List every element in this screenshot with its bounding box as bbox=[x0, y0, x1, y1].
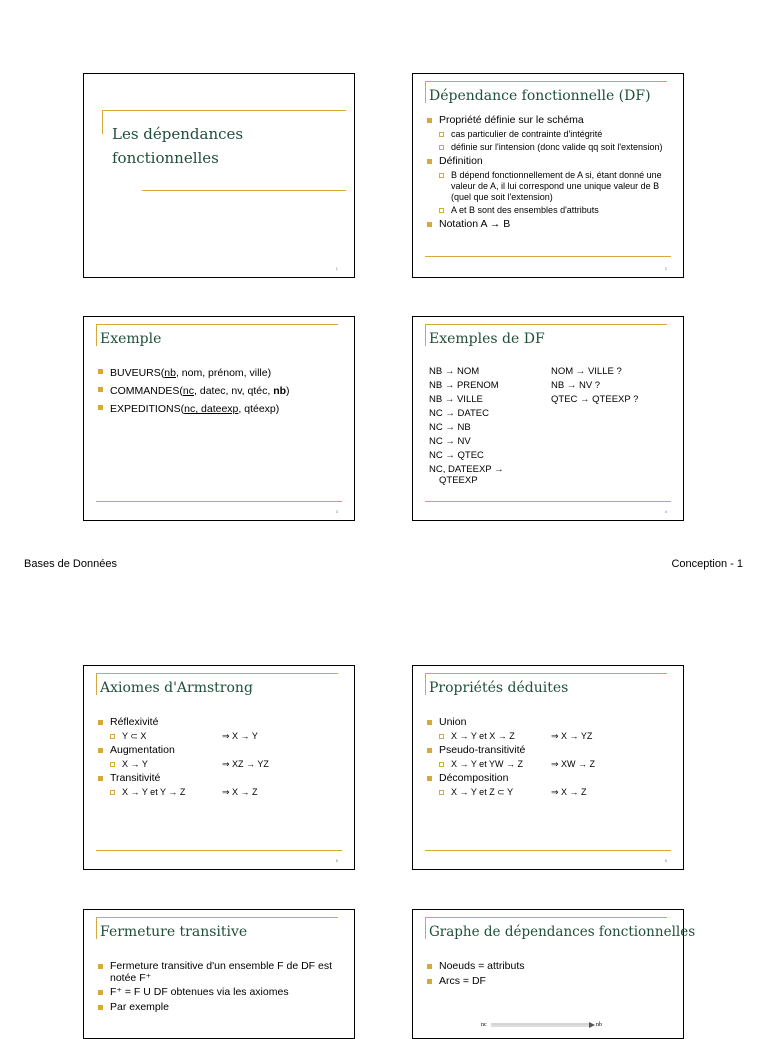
graph-node-nb: nb bbox=[596, 1022, 602, 1028]
slide-number: 6 bbox=[664, 858, 667, 863]
slide-7-title: Fermeture transitive bbox=[100, 924, 248, 940]
table-expeditions: EXPEDITIONS(nc, dateexp, qtéexp) bbox=[98, 401, 344, 417]
slide-4 bbox=[412, 316, 684, 521]
slide-2-title: Dépendance fonctionnelle (DF) bbox=[429, 88, 651, 104]
slide-6: Propriétés déduites Union X → Y et X → Z ⇒ X → YZ Pseudo-transitivité X → Y et YW → Z ⇒ XW → Z Décomposition X → Y et Z ⊂ Y ⇒ X → Z 6 bbox=[412, 665, 684, 870]
slide-6-title: Propriétés déduites bbox=[429, 680, 569, 696]
slide-number: 1 bbox=[335, 266, 338, 271]
slide-1 bbox=[83, 73, 355, 278]
df-graph bbox=[413, 1014, 685, 1034]
table-buveurs: BUVEURS(nb, nom, prénom, ville) bbox=[98, 365, 344, 381]
slide-number: 4 bbox=[664, 509, 667, 514]
slide-number: 3 bbox=[335, 509, 338, 514]
arrow-head-icon bbox=[589, 1022, 595, 1028]
slide-5: Axiomes d'Armstrong Réflexivité Y ⊂ X ⇒ X → Y Augmentation X → Y ⇒ XZ → YZ Transitivité X → Y et Y → Z ⇒ X → Z 5 bbox=[83, 665, 355, 870]
slide-5-title: Axiomes d'Armstrong bbox=[100, 680, 253, 696]
slide-8: Graphe de dépendances fonctionnelles Noeuds = attributs Arcs = DF nc nb bbox=[412, 909, 684, 1039]
footer-right: Conception - 1 bbox=[671, 558, 743, 570]
slide-number: 2 bbox=[664, 266, 667, 271]
slide-3-title: Exemple bbox=[100, 331, 162, 347]
slide-4-title: Exemples de DF bbox=[429, 331, 545, 347]
slide-3 bbox=[83, 316, 355, 521]
slide-7: Fermeture transitive Fermeture transitive d'un ensemble F de DF est notée F⁺ F⁺ = F U DF obtenues via les axiomes Par exemple bbox=[83, 909, 355, 1039]
graph-node-nc: nc bbox=[481, 1022, 487, 1028]
df-list-left: NB → NOM NB → PRENOM NB → VILLE NC → DATEC NC → NB NC → NV NC → QTEC NC, DATEEXP → QTEEXP bbox=[429, 366, 504, 486]
table-commandes: COMMANDES(nc, datec, nv, qtéc, nb) bbox=[98, 383, 344, 399]
slide-number: 5 bbox=[335, 858, 338, 863]
slide-2: Dépendance fonctionnelle (DF) Propriété définie sur le schéma cas particulier de contrainte d'intégrité définie sur l'intension (donc valide qq soit l'extension) Définition B dépend fonctionnellement de A si, étant donné une valeur de A, il lui correspond une unique valeur de B (quel que soit l'extension) A et B sont des ensembles d'attributs Notation A → B 2 bbox=[412, 73, 684, 278]
footer-left: Bases de Données bbox=[24, 558, 117, 570]
slide-8-title: Graphe de dépendances fonctionnelles bbox=[429, 924, 696, 940]
slide-1-title: Les dépendances fonctionnelles bbox=[112, 125, 244, 167]
df-list-right: NOM → VILLE ? NB → NV ? QTEC → QTEEXP ? bbox=[551, 366, 639, 405]
